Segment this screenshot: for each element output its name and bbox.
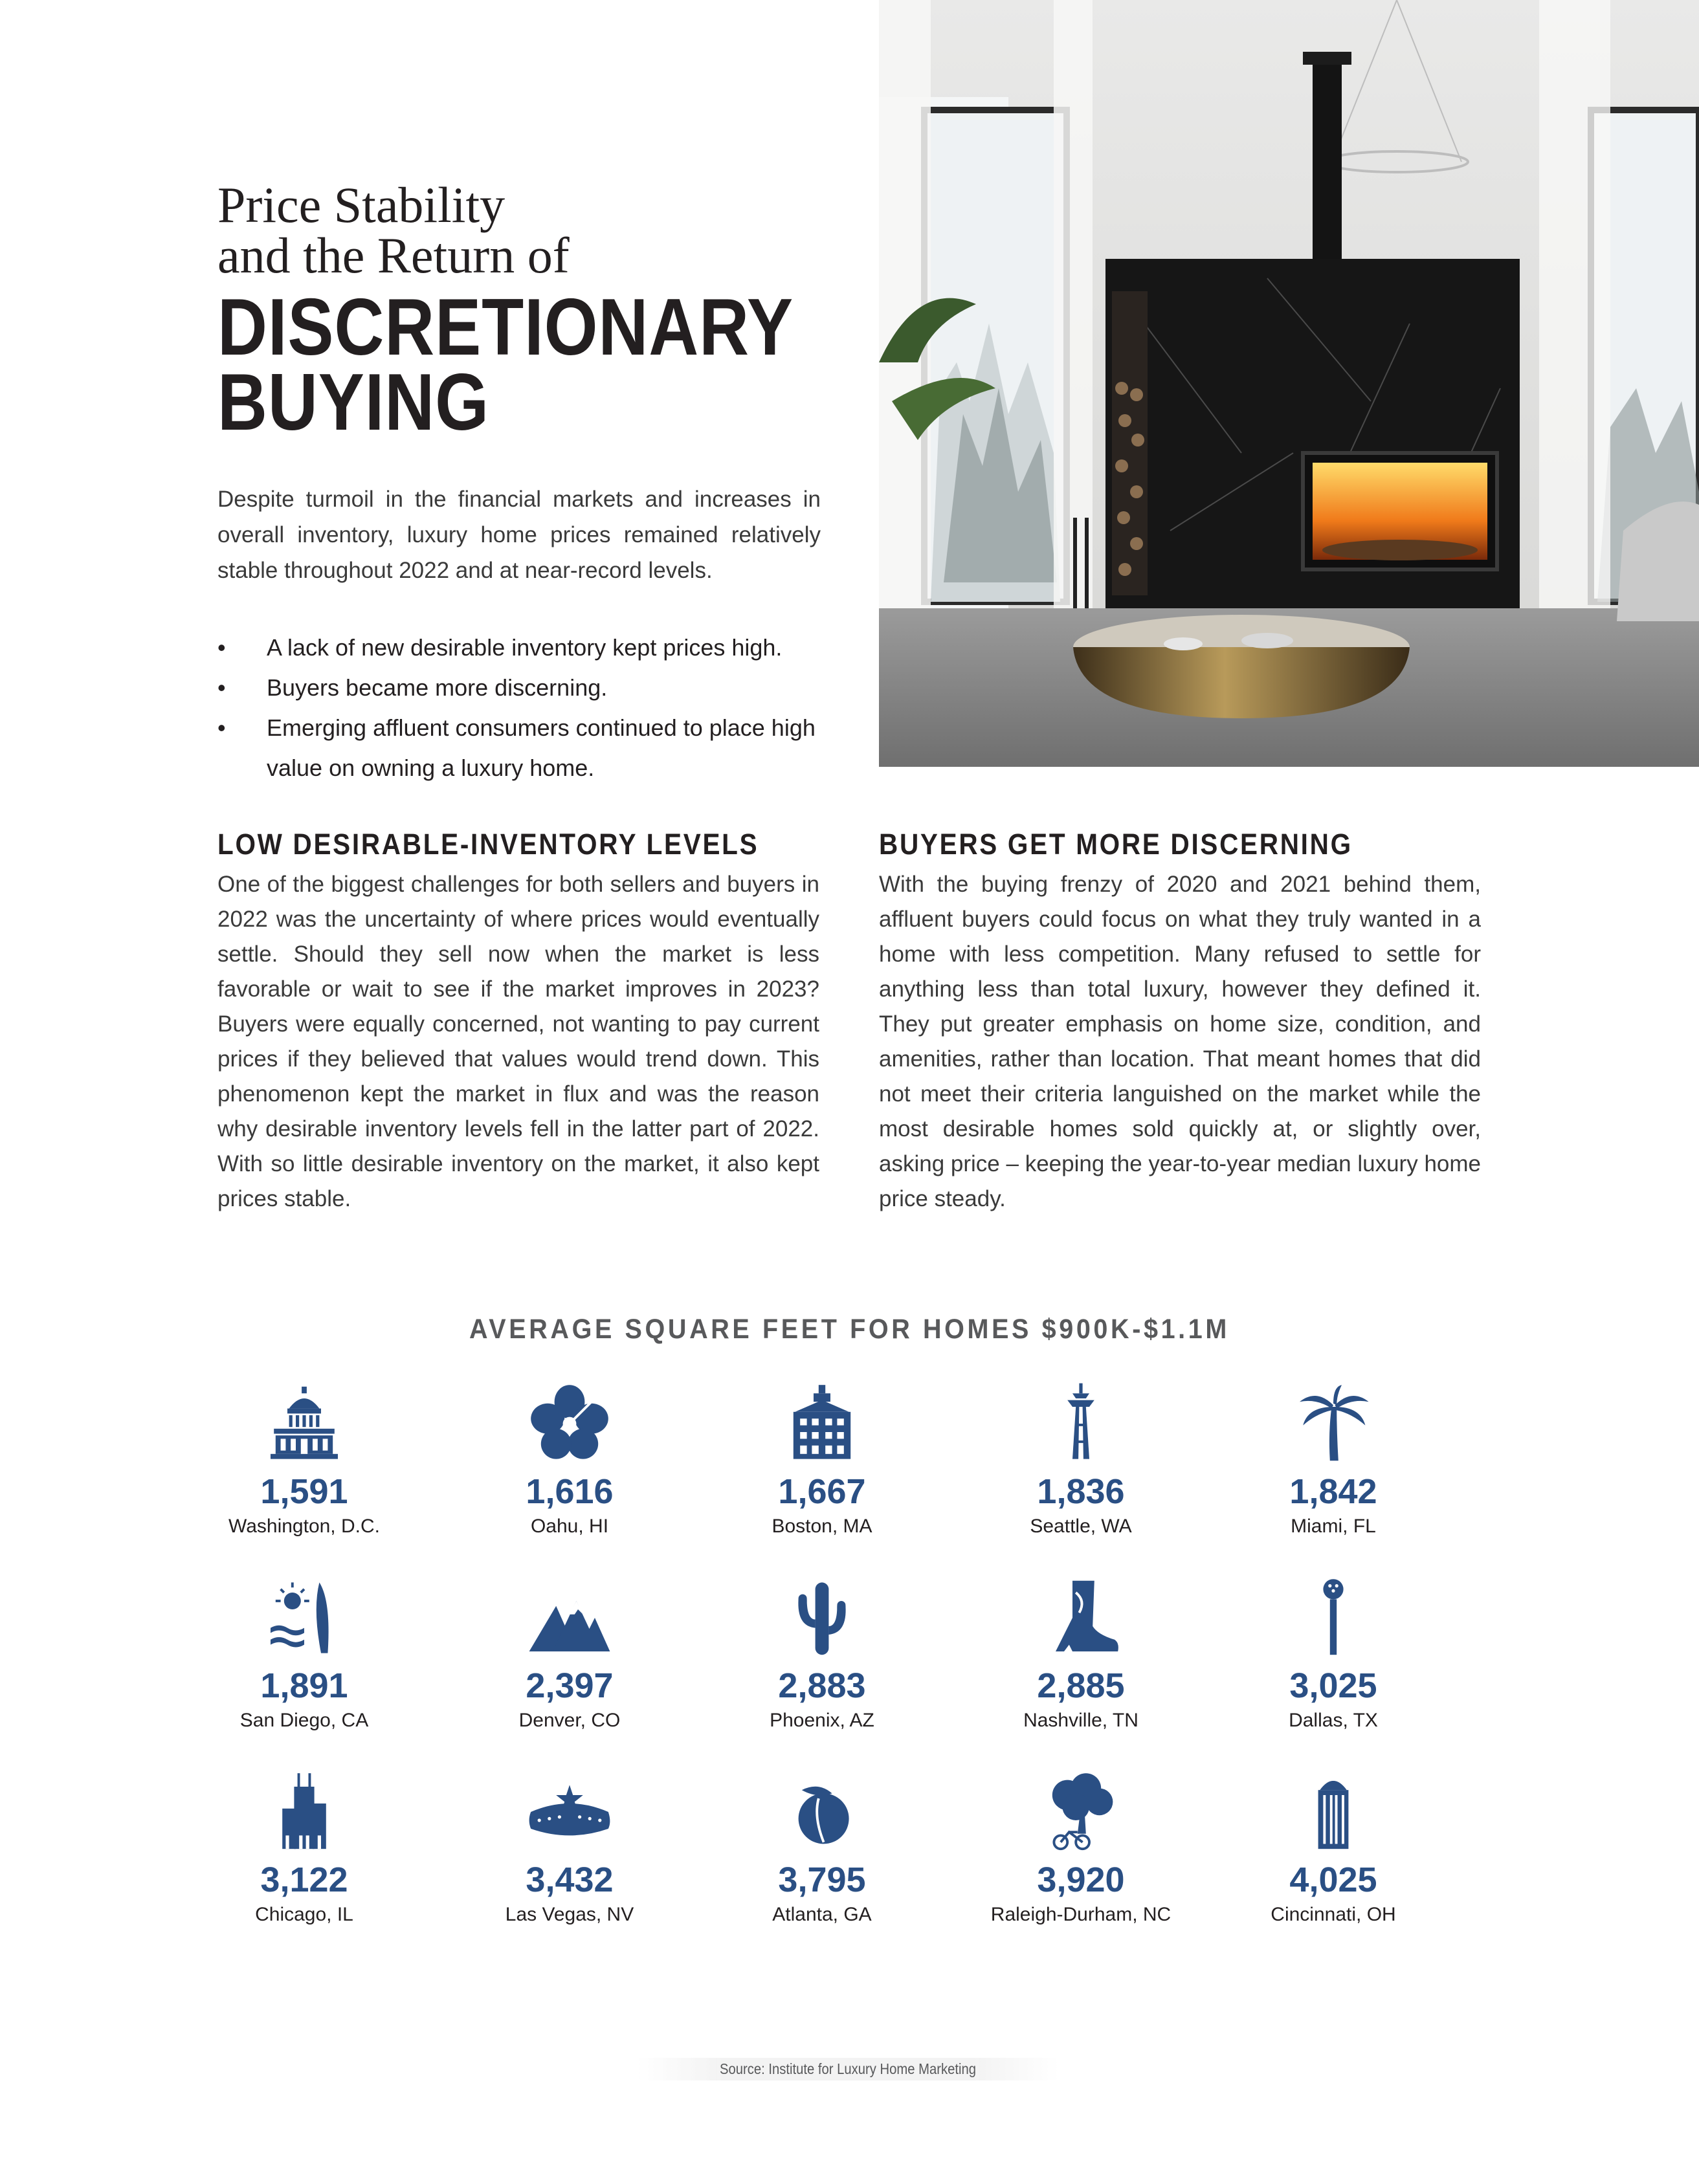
bullet-item: • Emerging affluent consumers continued to place high value on owning a luxury home. <box>217 708 826 788</box>
stat-item <box>188 1382 421 1539</box>
stat-item <box>964 1382 1197 1539</box>
stat-city: Phoenix, AZ <box>770 1710 874 1731</box>
stat-item <box>1217 1576 1450 1734</box>
stat-value: 3,025 <box>1289 1666 1377 1705</box>
skyscraper-icon <box>262 1770 346 1854</box>
peach-icon <box>780 1770 864 1854</box>
stat-value: 4,025 <box>1289 1860 1377 1899</box>
stat-city: Atlanta, GA <box>772 1904 872 1925</box>
section-body-discerning-buyers: With the buying frenzy of 2020 and 2021 behind them, affluent buyers could focus on what they truly wanted in a home with less competition. Many refused to settle for anything less than total luxury, however they defined it. They put greater emphasis on home size, condition, and amenities, rather than location. That meant homes that did not meet their criteria languished on the market while the most desirable homes sold quickly at, or slightly over, asking price – keeping the year-to-year median luxury home price steady. <box>879 872 1481 1211</box>
hibiscus-icon <box>527 1382 612 1466</box>
stat-item <box>1217 1382 1450 1539</box>
capitol-icon <box>262 1382 346 1466</box>
stat-item <box>453 1576 686 1734</box>
stat-item <box>188 1770 421 1928</box>
stat-item <box>964 1576 1197 1734</box>
stat-value: 3,795 <box>778 1860 866 1899</box>
stat-city: Boston, MA <box>772 1516 872 1537</box>
space-needle-icon <box>1039 1382 1123 1466</box>
intro-paragraph: Despite turmoil in the financial markets and increases in overall inventory, luxury home prices remained relatively stable throughout 2022 and at near-record levels. <box>217 487 821 583</box>
stat-item <box>453 1770 686 1928</box>
section-heading-low-inventory: LOW DESIRABLE-INVENTORY LEVELS <box>217 828 759 861</box>
stat-city: Dallas, TX <box>1289 1710 1378 1731</box>
faneuil-hall-icon <box>780 1382 864 1466</box>
stats-title: AVERAGE SQUARE FEET FOR HOMES $900K-$1.1M <box>469 1314 1230 1345</box>
section-body-low-inventory: One of the biggest challenges for both sellers and buyers in 2022 was the uncertainty of where prices would eventually settle. Should they sell now when the market is less favorable or wait to see if the market improves in 2023? Buyers were equally concerned, not wanting to pay current prices if they believed that values would trend down. This phenomenon kept the market in flux and was the reason why desirable inventory levels fell in the latter part of 2022. With so little desirable inventory on the market, it also kept prices stable. <box>217 872 819 1211</box>
bullet-item: • Buyers became more discerning. <box>217 668 826 708</box>
stat-item <box>1217 1770 1450 1928</box>
palm-tree-icon <box>1291 1382 1375 1466</box>
stat-value: 1,667 <box>778 1472 866 1511</box>
source-note: Source: Institute for Luxury Home Marketing <box>637 2058 1058 2080</box>
title-bold <box>217 283 794 447</box>
title-line-1: Price Stability <box>217 177 505 233</box>
mountains-icon <box>527 1576 612 1660</box>
oak-tree-bicycle-icon <box>1039 1770 1123 1854</box>
stat-city: Oahu, HI <box>530 1516 609 1537</box>
stat-city: Raleigh-Durham, NC <box>990 1904 1172 1925</box>
stat-city: Chicago, IL <box>255 1904 353 1925</box>
cowboy-boot-icon <box>1039 1576 1123 1660</box>
stat-item <box>964 1770 1197 1928</box>
stat-city: Denver, CO <box>518 1710 621 1731</box>
stat-value: 1,591 <box>260 1472 348 1511</box>
stat-value: 2,885 <box>1037 1666 1125 1705</box>
stat-item <box>705 1770 938 1928</box>
stat-city: Las Vegas, NV <box>505 1904 634 1925</box>
stat-value: 3,122 <box>260 1860 348 1899</box>
bullet-list <box>217 628 826 788</box>
title-line-4: BUYING <box>217 358 489 447</box>
stat-city: Washington, D.C. <box>228 1516 380 1537</box>
cactus-icon <box>780 1576 864 1660</box>
title-serif <box>217 177 800 283</box>
bullet-item: • A lack of new desirable inventory kept prices high. <box>217 628 826 668</box>
stat-value: 1,836 <box>1037 1472 1125 1511</box>
fireplace-room-photo <box>879 0 1699 767</box>
carew-tower-icon <box>1291 1770 1375 1854</box>
title-line-3: DISCRETIONARY <box>217 283 794 372</box>
stat-item <box>705 1382 938 1539</box>
stat-item <box>453 1382 686 1539</box>
stat-city: Cincinnati, OH <box>1271 1904 1396 1925</box>
stat-value: 1,616 <box>526 1472 614 1511</box>
stat-value: 1,891 <box>260 1666 348 1705</box>
reunion-tower-icon <box>1291 1576 1375 1660</box>
stats-grid <box>188 1382 1515 1964</box>
stat-item <box>705 1576 938 1734</box>
stat-city: San Diego, CA <box>239 1710 369 1731</box>
stat-value: 2,397 <box>526 1666 614 1705</box>
stat-city: Seattle, WA <box>1030 1516 1132 1537</box>
section-heading-discerning-buyers: BUYERS GET MORE DISCERNING <box>879 828 1353 861</box>
stat-value: 2,883 <box>778 1666 866 1705</box>
title-line-2: and the Return of <box>217 227 570 283</box>
stat-value: 3,920 <box>1037 1860 1125 1899</box>
sun-surfboard-icon <box>262 1576 346 1660</box>
stat-city: Miami, FL <box>1291 1516 1376 1537</box>
stat-value: 3,432 <box>526 1860 614 1899</box>
stat-item <box>188 1576 421 1734</box>
stat-value: 1,842 <box>1289 1472 1377 1511</box>
vegas-sign-icon <box>527 1770 612 1854</box>
stat-city: Nashville, TN <box>1023 1710 1138 1731</box>
